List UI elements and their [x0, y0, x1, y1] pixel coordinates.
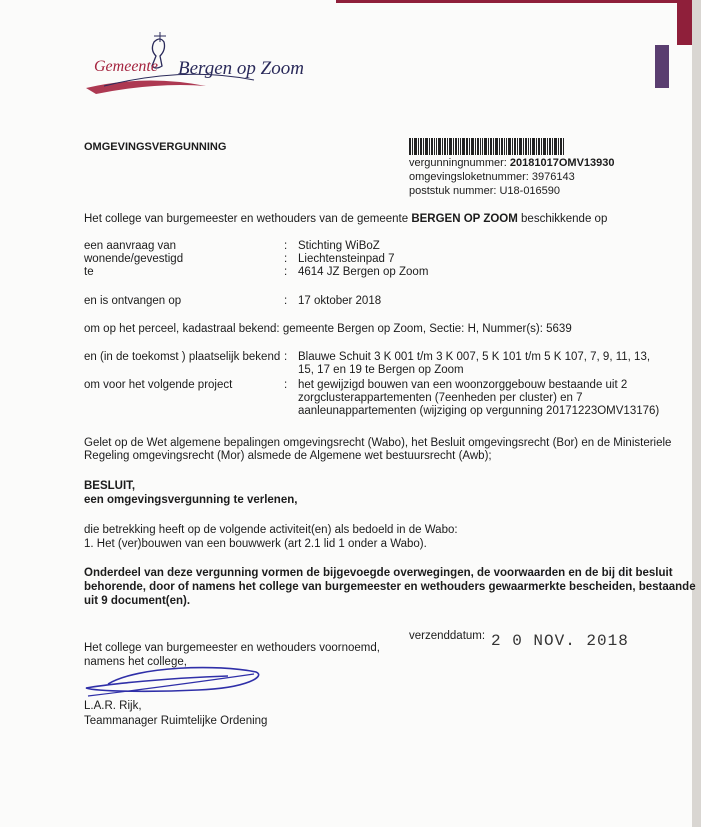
- applicant-street: Liechtensteinpad 7: [298, 253, 395, 265]
- signatory-title: Teammanager Ruimtelijke Ordening: [84, 715, 268, 727]
- intro-text: Het college van burgemeester en wethouders van de gemeente: [84, 213, 412, 225]
- docs-note-line-2: behorende, door of namens het college van burgemeester en wethouders gewaarmerkte bescheiden, bestaande: [84, 581, 696, 593]
- location-label: en (in de toekomst ) plaatselijk bekend: [84, 351, 281, 363]
- closing-line-1: Het college van burgemeester en wethouders voornoemd,: [84, 642, 380, 654]
- received-date: 17 oktober 2018: [298, 295, 382, 307]
- colon: :: [284, 295, 288, 307]
- colon: :: [284, 266, 288, 278]
- project-line-2: zorgclusterappartementen (7eenheden per cluster) en 7: [298, 392, 583, 404]
- received-label: en is ontvangen op: [84, 295, 182, 307]
- permit-number: [409, 157, 615, 170]
- poststuk-number: poststuk nummer: U18-016590: [409, 185, 561, 197]
- applicant-label-1: een aanvraag van: [84, 240, 177, 252]
- signature-icon: [78, 662, 268, 702]
- project-label: om voor het volgende project: [84, 379, 233, 391]
- applicant-city: 4614 JZ Bergen op Zoom: [298, 266, 429, 278]
- side-accent-bar-top: [677, 0, 692, 45]
- docs-note-line-1: Onderdeel van deze vergunning vormen de bijgevoegde overwegingen, de voorwaarden en de bij dit besluit: [84, 567, 673, 579]
- activities-intro: die betrekking heeft op de volgende activiteit(en) als bedoeld in de Wabo:: [84, 524, 458, 536]
- logo-text-gemeente: Gemeente: [94, 58, 158, 75]
- permit-number-label: vergunningnummer:: [409, 157, 507, 169]
- applicant-label-3: te: [84, 266, 94, 278]
- docs-note-line-3: uit 9 document(en).: [84, 595, 191, 607]
- colon: :: [284, 240, 288, 252]
- applicant-name: Stichting WiBoZ: [298, 240, 380, 252]
- decision-subtitle: een omgevingsvergunning te verlenen,: [84, 494, 298, 506]
- legal-line-2: Regeling omgevingsrecht (Mor) alsmede de Algemene wet bestuursrecht (Awb);: [84, 450, 492, 462]
- project-line-3: aanleunappartementen (wijziging op vergunning 20171223OMV13176): [298, 405, 660, 417]
- decision-title: BESLUIT,: [84, 480, 136, 492]
- document-title: OMGEVINGSVERGUNNING: [84, 141, 227, 153]
- legal-line-1: Gelet op de Wet algemene bepalingen omgevingsrecht (Wabo), het Besluit omgevingsrecht (Bor) en de Ministeriele: [84, 437, 672, 449]
- top-accent-bar: [336, 0, 692, 3]
- colon: :: [284, 351, 288, 363]
- side-accent-bar-mid: [655, 45, 669, 88]
- permit-number-value: 20181017OMV13930: [509, 157, 615, 169]
- send-date-label: verzenddatum:: [409, 630, 486, 642]
- municipality-logo: [84, 30, 304, 110]
- signatory-name: L.A.R. Rijk,: [84, 700, 142, 712]
- parcel-line: om op het perceel, kadastraal bekend: gemeente Bergen op Zoom, Sectie: H, Nummer(s): 5639: [84, 323, 572, 335]
- applicant-label-2: wonende/gevestigd: [84, 253, 184, 265]
- colon: :: [284, 253, 288, 265]
- send-date-stamp: 2 0 NOV. 2018: [491, 632, 629, 650]
- intro-end: beschikkende op: [517, 213, 608, 225]
- intro-city: BERGEN OP ZOOM: [411, 213, 518, 225]
- colon: :: [284, 379, 288, 391]
- barcode-icon: [409, 138, 564, 155]
- project-line-1: het gewijzigd bouwen van een woonzorggebouw bestaande uit 2: [298, 379, 628, 391]
- logo-text-city: Bergen op Zoom: [178, 58, 304, 79]
- page-edge: [692, 0, 701, 827]
- location-line-1: Blauwe Schuit 3 K 001 t/m 3 K 007, 5 K 101 t/m 5 K 107, 7, 9, 11, 13,: [298, 351, 651, 363]
- activity-item: 1. Het (ver)bouwen van een bouwwerk (art 2.1 lid 1 onder a Wabo).: [84, 538, 427, 550]
- closing-line-2: namens het college,: [84, 656, 187, 668]
- loket-number: omgevingsloketnummer: 3976143: [409, 171, 575, 183]
- intro-line: [84, 213, 607, 226]
- location-line-2: 15, 17 en 19 te Bergen op Zoom: [298, 364, 464, 376]
